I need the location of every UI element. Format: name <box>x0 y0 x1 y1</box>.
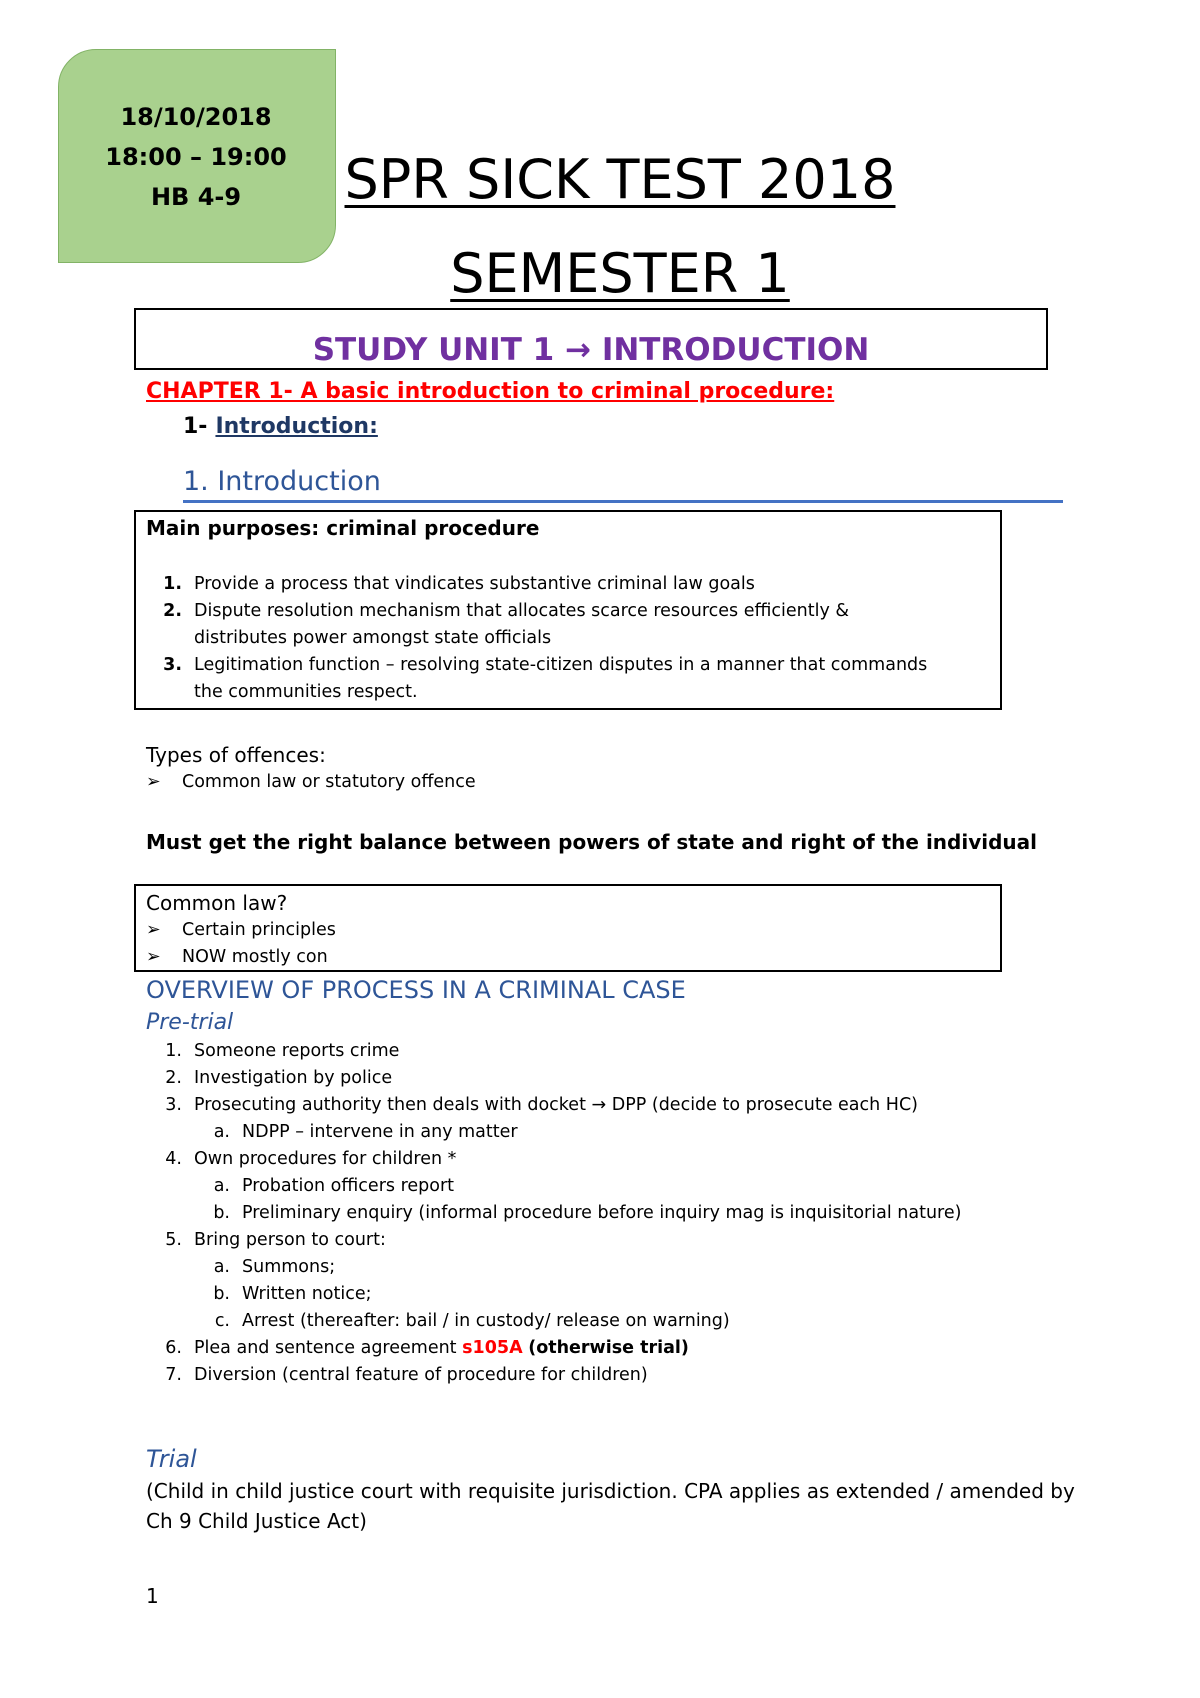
semester-title: SEMESTER 1 <box>450 242 790 305</box>
list-item: 1. Provide a process that vindicates substantive criminal law goals <box>163 574 755 594</box>
arrow-right-icon: → <box>565 332 592 368</box>
list-item-continued: the communities respect. <box>194 682 418 702</box>
list-item: 2. Investigation by police <box>165 1068 393 1088</box>
list-item-continued: distributes power amongst state officials <box>194 628 552 648</box>
list-item: 7. Diversion (central feature of procedure for children) <box>165 1365 648 1385</box>
section-reference: s105A <box>462 1338 523 1358</box>
list-item: 3. Legitimation function – resolving state-citizen disputes in a manner that commands <box>163 655 928 675</box>
heading-rule <box>183 500 1063 503</box>
section-number: 1- <box>183 414 208 439</box>
section-heading <box>183 413 378 441</box>
list-item: 3. Prosecuting authority then deals with docket → DPP (decide to prosecute each HC) <box>165 1095 919 1115</box>
sub-list-item: b. Preliminary enquiry (informal procedure before inquiry mag is inquisitorial nature) <box>213 1203 962 1223</box>
arrow-bullet-icon: ➢ <box>146 947 161 967</box>
trial-heading: Trial <box>146 1445 197 1473</box>
purposes-list <box>146 571 996 706</box>
arrow-bullet-icon: ➢ <box>146 772 161 792</box>
trial-text: (Child in child justice court with requisite jurisdiction. CPA applies as extended / amended by Ch 9 Child Justice Act) <box>146 1479 1075 1533</box>
common-law-title: Common law? <box>146 891 288 915</box>
pretrial-heading: Pre-trial <box>146 1010 234 1035</box>
list-item: 4. Own procedures for children * <box>165 1149 457 1169</box>
purposes-title: Main purposes: criminal procedure <box>146 516 540 540</box>
list-item: ➢ NOW mostly con <box>146 944 336 970</box>
list-item: 5. Bring person to court: <box>165 1230 386 1250</box>
study-unit-label: STUDY UNIT 1 <box>312 332 555 368</box>
badge-venue: HB 4-9 <box>150 183 242 211</box>
sub-list-item: c. Arrest (thereafter: bail / in custody/ release on warning) <box>214 1311 730 1331</box>
document-title: SPR SICK TEST 2018 <box>344 148 896 211</box>
list-item: 6. Plea and sentence agreement s105A (otherwise trial) <box>165 1338 689 1358</box>
list-item: 1. Someone reports crime <box>165 1041 400 1061</box>
overview-heading: OVERVIEW OF PROCESS IN A CRIMINAL CASE <box>146 976 686 1004</box>
sub-list-item: b. Written notice; <box>213 1284 372 1304</box>
offences-title: Types of offences: <box>146 743 326 767</box>
section-title: Introduction: <box>215 414 378 439</box>
balance-statement: Must get the right balance between powers of state and right of the individual <box>146 830 1038 854</box>
chapter-heading: CHAPTER 1- A basic introduction to criminal procedure: <box>146 379 835 404</box>
page-number: 1 <box>146 1584 159 1608</box>
offences-item: ➢ Common law or statutory offence <box>146 769 476 796</box>
list-item: 2. Dispute resolution mechanism that allocates scarce resources efficiently & <box>163 601 850 621</box>
sub-list-item: a. Summons; <box>213 1257 336 1277</box>
badge-date: 18/10/2018 <box>120 103 272 131</box>
study-unit-title <box>134 330 1048 370</box>
study-unit-topic: INTRODUCTION <box>601 332 870 368</box>
list-item: ➢ Certain principles <box>146 917 336 944</box>
common-law-list <box>146 917 336 970</box>
badge-time: 18:00 – 19:00 <box>105 143 287 171</box>
sub-list-item: a. Probation officers report <box>213 1176 455 1196</box>
arrow-bullet-icon: ➢ <box>146 920 161 940</box>
process-list <box>146 1038 1146 1389</box>
sub-list-item: a. NDPP – intervene in any matter <box>213 1122 518 1142</box>
heading-introduction: 1. Introduction <box>183 466 381 497</box>
